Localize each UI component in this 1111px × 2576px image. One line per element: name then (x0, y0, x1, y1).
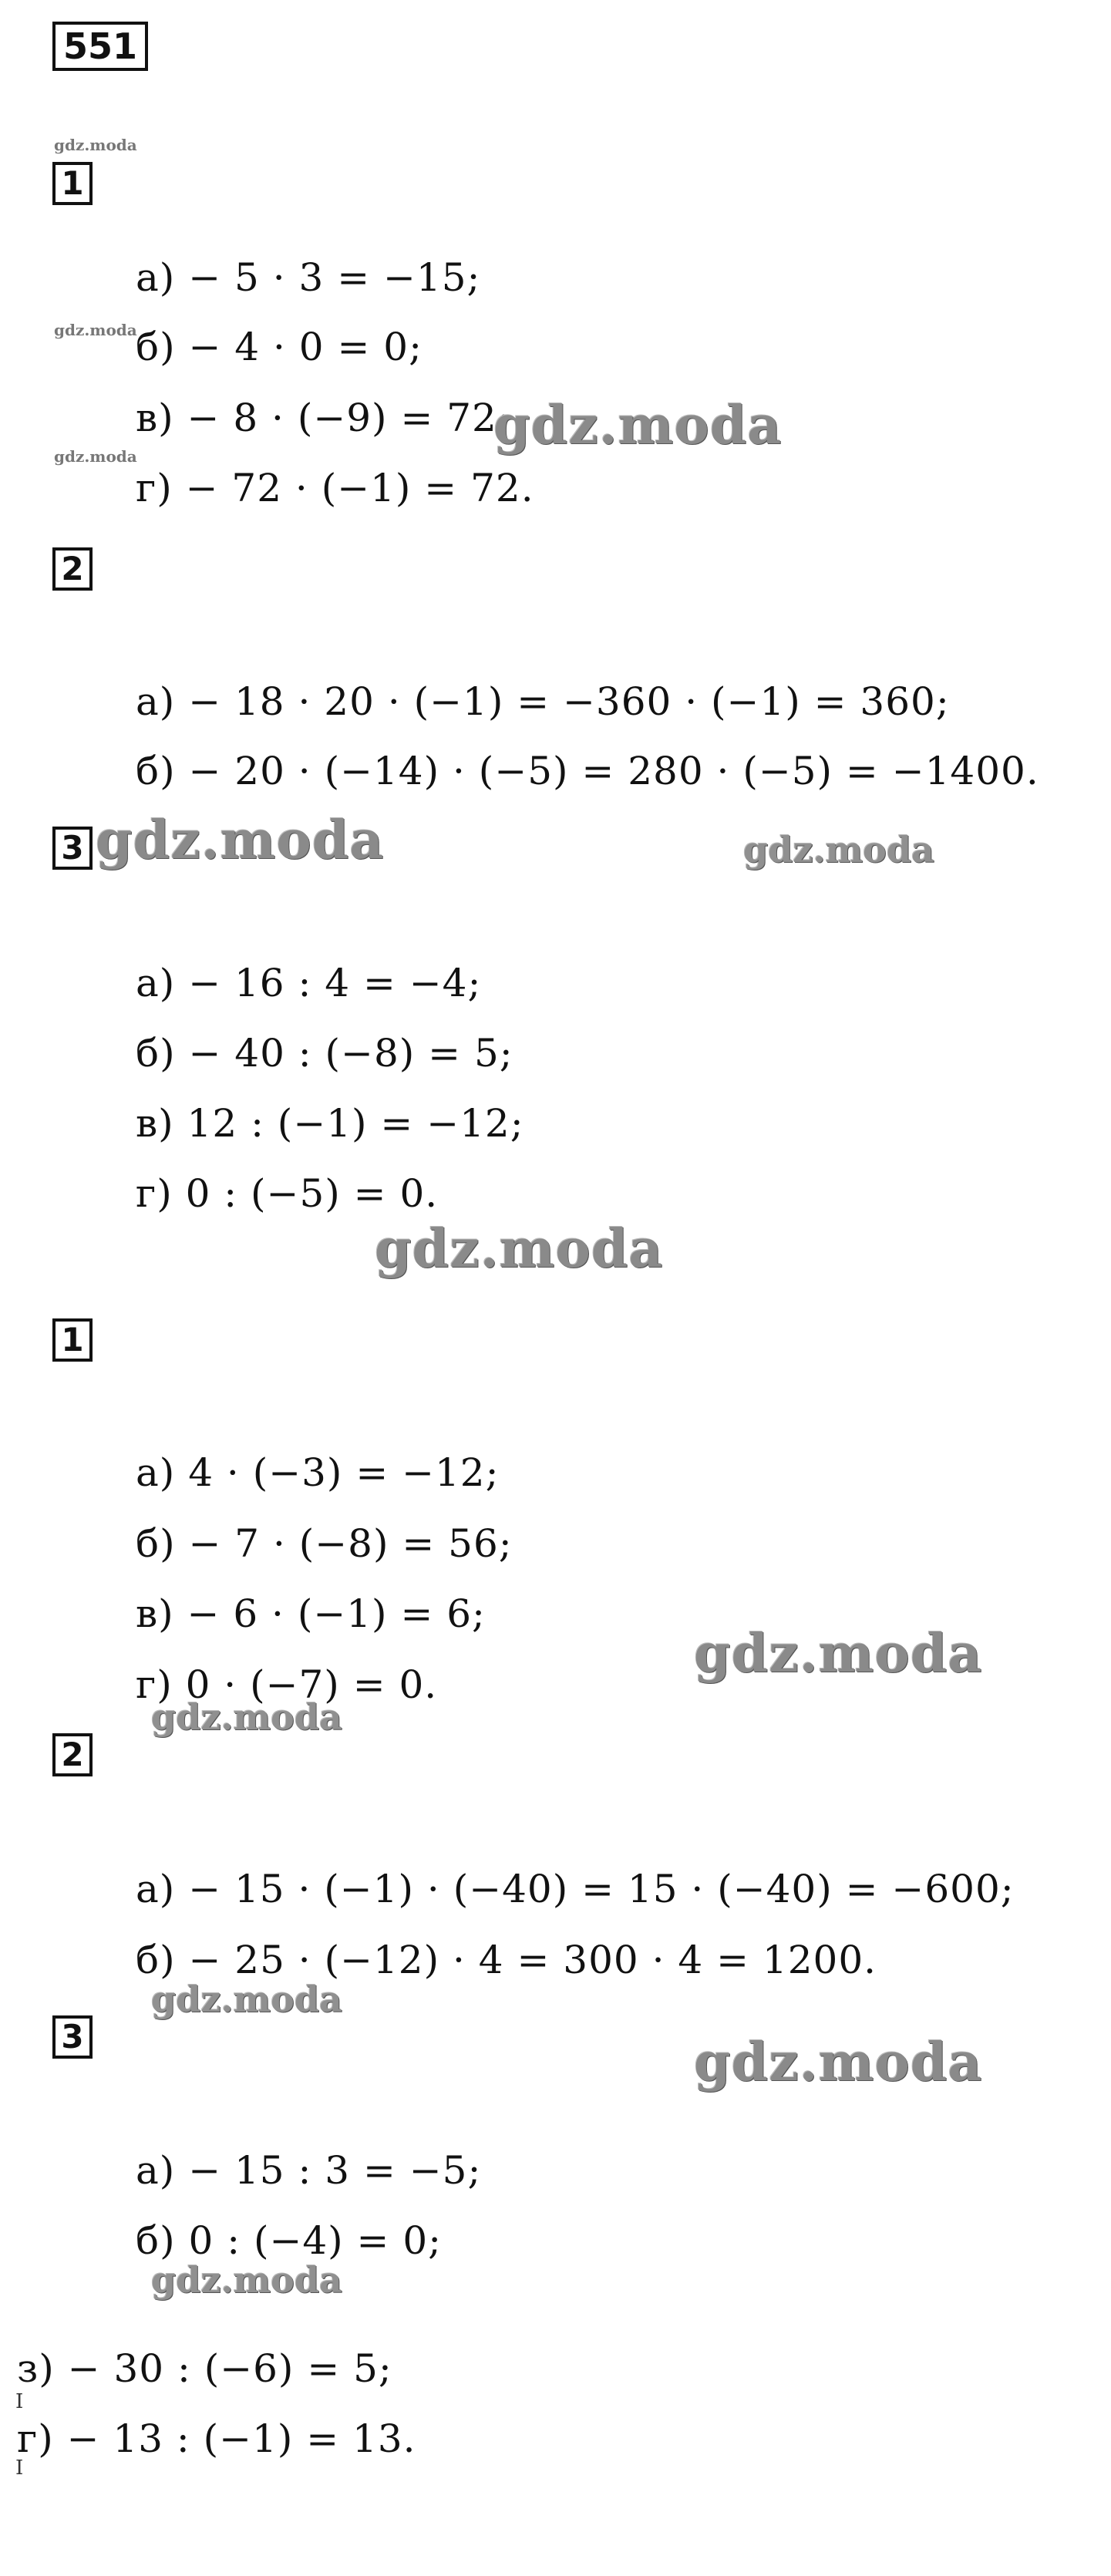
solution-line: в) − 6 · (−1) = 6; (136, 1591, 486, 1636)
watermark: gdz.moda (151, 1696, 342, 1738)
solution-line: а) − 5 · 3 = −15; (136, 255, 481, 300)
solution-line: г) − 72 · (−1) = 72. (136, 466, 534, 510)
stray-mark: I (15, 2390, 24, 2413)
step-marker: 1 (52, 1318, 93, 1362)
watermark: gdz.moda (493, 395, 783, 456)
watermark: gdz.moda (694, 2032, 983, 2093)
solution-line: б) − 20 · (−14) · (−5) = 280 · (−5) = −1400. (136, 749, 1039, 793)
stray-mark: I (15, 2456, 24, 2480)
solution-line: б) − 4 · 0 = 0; (136, 325, 423, 369)
watermark: gdz.moda (151, 1978, 342, 2020)
step-marker: 1 (52, 162, 93, 205)
solution-line: з) − 30 : (−6) = 5; (17, 2346, 392, 2391)
solution-line: г) − 13 : (−1) = 13. (17, 2416, 416, 2461)
solution-line: а) − 15 · (−1) · (−40) = 15 · (−40) = −600; (136, 1867, 1015, 1911)
solution-line: б) − 40 : (−8) = 5; (136, 1031, 513, 1076)
watermark: gdz.moda (375, 1218, 664, 1280)
solution-line: а) 4 · (−3) = −12; (136, 1450, 500, 1495)
solution-line: б) 0 : (−4) = 0; (136, 2218, 443, 2263)
step-marker: 3 (52, 827, 93, 870)
solution-line: г) 0 · (−7) = 0. (136, 1662, 438, 1707)
solution-line: г) 0 : (−5) = 0. (136, 1171, 439, 1216)
solution-line: в) − 8 · (−9) = 72; (136, 396, 511, 440)
solution-line: в) 12 : (−1) = −12; (136, 1101, 524, 1146)
watermark: gdz.moda (54, 136, 137, 154)
watermark: gdz.moda (54, 321, 137, 339)
step-marker: 2 (52, 1733, 93, 1776)
watermark: gdz.moda (54, 447, 137, 466)
watermark: gdz.moda (694, 1623, 983, 1685)
step-marker: 3 (52, 2015, 93, 2059)
watermark: gdz.moda (151, 2259, 342, 2301)
watermark: gdz.moda (743, 829, 934, 870)
watermark: gdz.moda (96, 810, 385, 871)
solution-line: а) − 15 : 3 = −5; (136, 2148, 482, 2193)
step-marker: 2 (52, 547, 93, 591)
solution-line: а) − 18 · 20 · (−1) = −360 · (−1) = 360; (136, 679, 950, 724)
task-number: 551 (52, 22, 148, 71)
solution-line: а) − 16 : 4 = −4; (136, 961, 482, 1005)
solution-line: б) − 25 · (−12) · 4 = 300 · 4 = 1200. (136, 1938, 877, 1982)
solution-line: б) − 7 · (−8) = 56; (136, 1521, 513, 1566)
